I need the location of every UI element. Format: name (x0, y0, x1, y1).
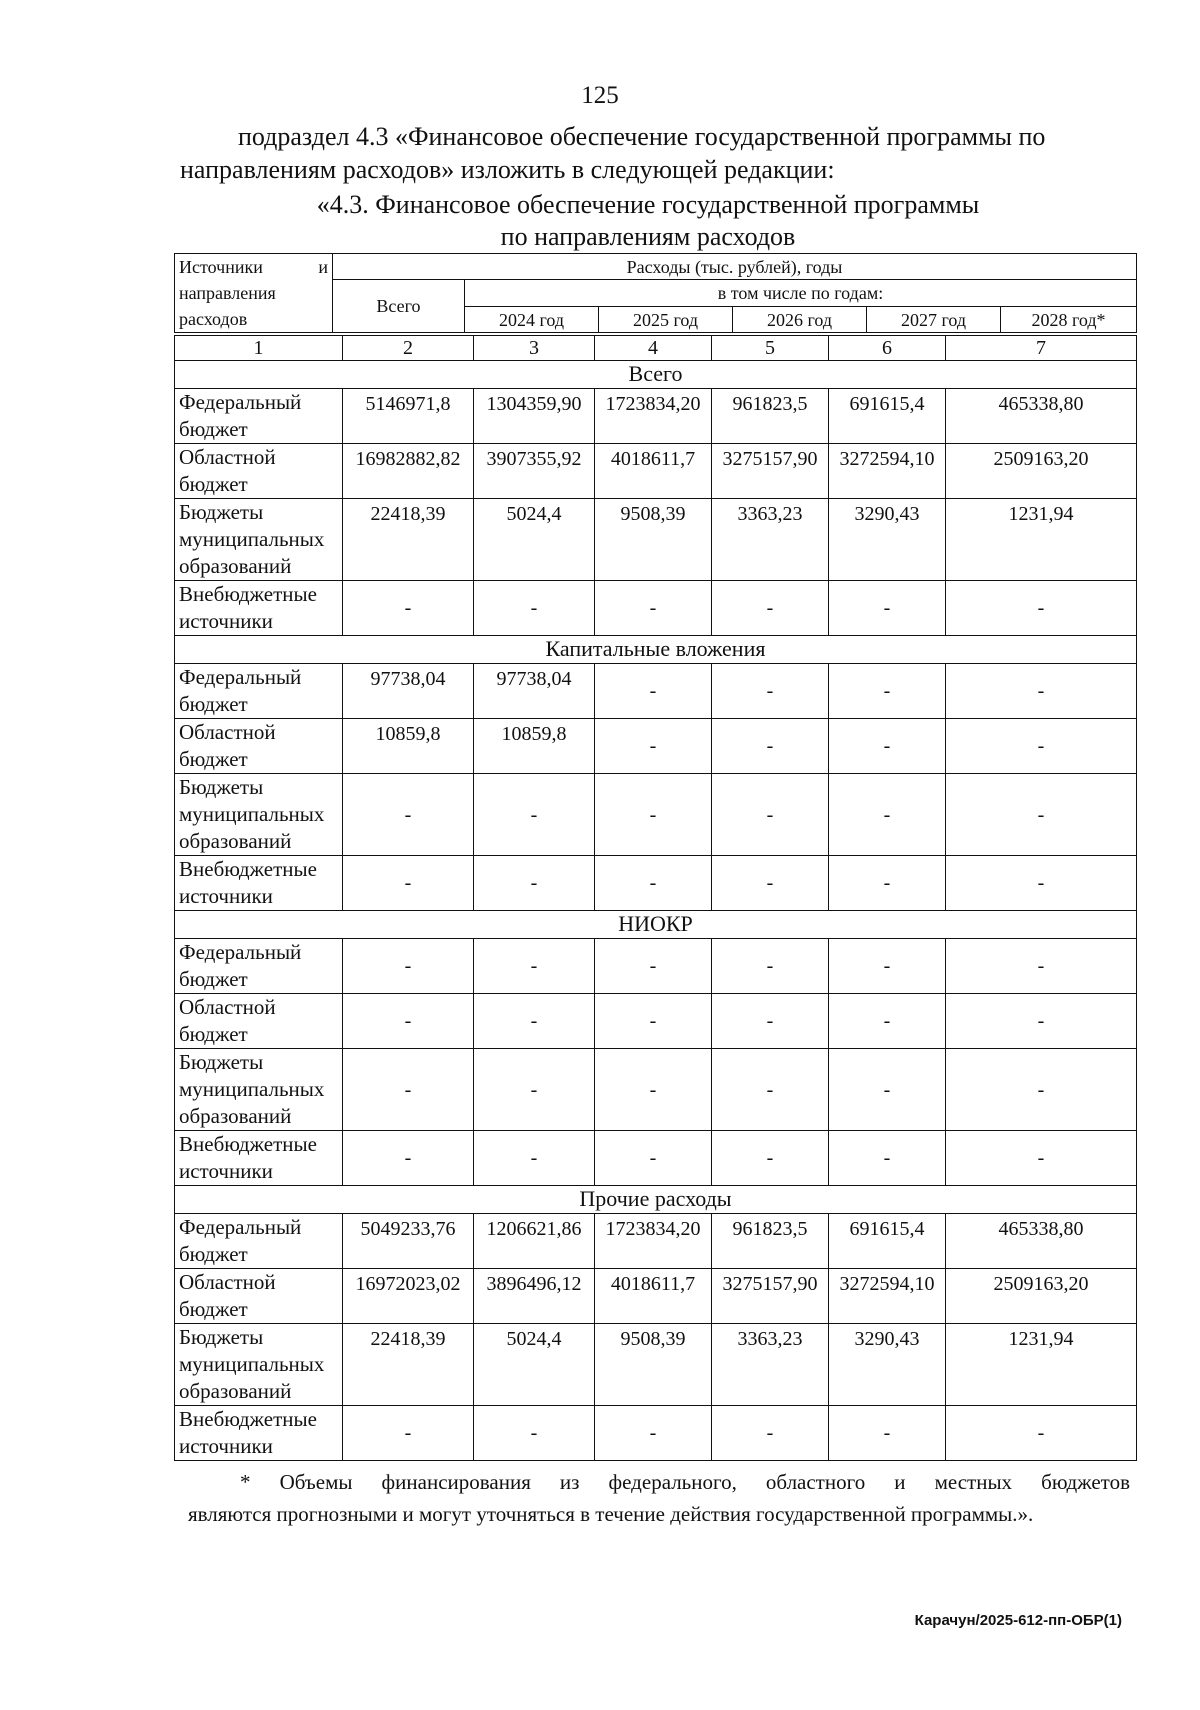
cell-year-2026: - (712, 719, 829, 774)
table-row (175, 444, 1137, 499)
column-numbers-row (175, 336, 1137, 361)
header-total: Всего (333, 280, 465, 333)
document-stamp: Карачун/2025-612-пп-ОБР(1) (914, 1612, 1122, 1629)
row-label: Бюджеты муниципальных образований (175, 774, 343, 856)
cell-year-2027: 3272594,10 (829, 1269, 946, 1324)
cell-year-2026: 3275157,90 (712, 444, 829, 499)
cell-year-2028: 465338,80 (946, 389, 1137, 444)
table-row (175, 389, 1137, 444)
row-label: Бюджеты муниципальных образований (175, 1049, 343, 1131)
section-heading-row (175, 636, 1137, 664)
cell-total: - (343, 856, 474, 911)
cell-year-2026: 961823,5 (712, 1214, 829, 1269)
cell-year-2025: - (595, 1131, 712, 1186)
cell-total: - (343, 774, 474, 856)
cell-year-2026: - (712, 774, 829, 856)
header-source-word-3: направления (179, 283, 276, 303)
table-row (175, 1324, 1137, 1406)
footnote-rest: являются прогнозными и могут уточняться в течение действия государственной программы.». (188, 1502, 1034, 1526)
header-by-years: в том числе по годам: (465, 280, 1137, 307)
row-label: Федеральный бюджет (175, 389, 343, 444)
cell-total: 22418,39 (343, 499, 474, 581)
cell-year-2024: 3907355,92 (474, 444, 595, 499)
table-row (175, 499, 1137, 581)
row-label: Бюджеты муниципальных образований (175, 499, 343, 581)
column-number: 5 (712, 336, 829, 361)
table-row (175, 1269, 1137, 1324)
cell-year-2025: - (595, 774, 712, 856)
section-heading: Капитальные вложения (175, 636, 1137, 664)
cell-year-2024: 3896496,12 (474, 1269, 595, 1324)
cell-total: 97738,04 (343, 664, 474, 719)
section-title-line-1: «4.3. Финансовое обеспечение государственной программы (316, 190, 980, 219)
cell-total: 16972023,02 (343, 1269, 474, 1324)
header-source-word-2: и (318, 257, 328, 277)
cell-year-2028: 2509163,20 (946, 444, 1137, 499)
cell-total: - (343, 581, 474, 636)
cell-year-2026: - (712, 939, 829, 994)
cell-year-2025: 4018611,7 (595, 1269, 712, 1324)
column-number: 3 (474, 336, 595, 361)
cell-total: - (343, 994, 474, 1049)
row-label: Внебюджетные источники (175, 856, 343, 911)
cell-year-2026: - (712, 856, 829, 911)
footnote-line-1: * Объемы финансирования из федерального, областного и местных бюджетов (240, 1470, 1130, 1494)
intro-line-1: подраздел 4.3 «Финансовое обеспечение государственной программы по (238, 122, 1046, 151)
cell-year-2024: - (474, 1406, 595, 1461)
cell-total: - (343, 1131, 474, 1186)
cell-year-2024: 5024,4 (474, 499, 595, 581)
row-label: Федеральный бюджет (175, 664, 343, 719)
cell-year-2025: 4018611,7 (595, 444, 712, 499)
cell-year-2026: - (712, 581, 829, 636)
row-label: Внебюджетные источники (175, 1406, 343, 1461)
cell-year-2028: - (946, 994, 1137, 1049)
row-label: Областной бюджет (175, 719, 343, 774)
cell-year-2024: - (474, 856, 595, 911)
cell-year-2027: - (829, 1406, 946, 1461)
table-row (175, 994, 1137, 1049)
column-number: 1 (175, 336, 343, 361)
cell-total: - (343, 939, 474, 994)
cell-year-2028: - (946, 719, 1137, 774)
section-title (160, 189, 1136, 253)
section-heading: Прочие расходы (175, 1186, 1137, 1214)
row-label: Федеральный бюджет (175, 939, 343, 994)
cell-year-2025: - (595, 1406, 712, 1461)
table-row (175, 939, 1137, 994)
cell-year-2024: 97738,04 (474, 664, 595, 719)
intro-paragraph (180, 120, 1120, 186)
cell-year-2024: 1206621,86 (474, 1214, 595, 1269)
cell-year-2027: - (829, 774, 946, 856)
cell-total: 5146971,8 (343, 389, 474, 444)
cell-year-2027: - (829, 994, 946, 1049)
cell-year-2025: 9508,39 (595, 499, 712, 581)
section-title-line-2: по направлениям расходов (500, 222, 796, 251)
cell-year-2026: - (712, 1406, 829, 1461)
cell-year-2028: - (946, 856, 1137, 911)
row-label: Областной бюджет (175, 994, 343, 1049)
cell-year-2027: 691615,4 (829, 1214, 946, 1269)
cell-total: 5049233,76 (343, 1214, 474, 1269)
row-label: Областной бюджет (175, 444, 343, 499)
header-source-word-1: Источники (179, 257, 263, 277)
intro-line-2: направлениям расходов» изложить в следующей редакции: (180, 155, 835, 184)
cell-year-2026: 961823,5 (712, 389, 829, 444)
cell-year-2027: 3290,43 (829, 1324, 946, 1406)
column-number: 2 (343, 336, 474, 361)
section-heading-row (175, 911, 1137, 939)
section-heading: НИОКР (175, 911, 1137, 939)
cell-year-2025: - (595, 939, 712, 994)
header-year-2026: 2026 год (733, 307, 867, 333)
cell-year-2027: 691615,4 (829, 389, 946, 444)
header-year-2024: 2024 год (465, 307, 599, 333)
cell-year-2026: 3363,23 (712, 1324, 829, 1406)
column-number: 4 (595, 336, 712, 361)
column-number: 6 (829, 336, 946, 361)
financing-table (174, 335, 1137, 1461)
column-number: 7 (946, 336, 1137, 361)
cell-year-2028: - (946, 1049, 1137, 1131)
table-header (174, 253, 1137, 333)
cell-year-2026: 3275157,90 (712, 1269, 829, 1324)
cell-year-2028: 465338,80 (946, 1214, 1137, 1269)
table-row (175, 1049, 1137, 1131)
table-row (175, 1131, 1137, 1186)
cell-year-2025: - (595, 664, 712, 719)
section-heading-row (175, 361, 1137, 389)
cell-year-2024: 10859,8 (474, 719, 595, 774)
table-row (175, 664, 1137, 719)
cell-year-2024: - (474, 1049, 595, 1131)
cell-year-2028: - (946, 939, 1137, 994)
header-year-2025: 2025 год (599, 307, 733, 333)
table-row (175, 719, 1137, 774)
cell-year-2028: - (946, 774, 1137, 856)
cell-year-2024: 1304359,90 (474, 389, 595, 444)
cell-total: 16982882,82 (343, 444, 474, 499)
section-heading-row (175, 1186, 1137, 1214)
cell-year-2024: - (474, 994, 595, 1049)
cell-year-2026: - (712, 994, 829, 1049)
cell-year-2027: - (829, 719, 946, 774)
cell-year-2028: - (946, 581, 1137, 636)
table-row (175, 581, 1137, 636)
row-label: Внебюджетные источники (175, 581, 343, 636)
header-source-word-4: расходов (179, 309, 248, 329)
cell-year-2026: - (712, 1131, 829, 1186)
cell-year-2025: 9508,39 (595, 1324, 712, 1406)
cell-year-2027: - (829, 664, 946, 719)
row-label: Областной бюджет (175, 1269, 343, 1324)
cell-year-2025: - (595, 994, 712, 1049)
cell-year-2027: 3290,43 (829, 499, 946, 581)
section-heading: Всего (175, 361, 1137, 389)
cell-year-2024: - (474, 774, 595, 856)
cell-year-2026: 3363,23 (712, 499, 829, 581)
cell-year-2024: - (474, 1131, 595, 1186)
row-label: Федеральный бюджет (175, 1214, 343, 1269)
cell-total: - (343, 1049, 474, 1131)
page-number: 125 (581, 82, 619, 109)
cell-year-2024: 5024,4 (474, 1324, 595, 1406)
table-row (175, 1214, 1137, 1269)
row-label: Внебюджетные источники (175, 1131, 343, 1186)
cell-year-2027: - (829, 1049, 946, 1131)
cell-year-2026: - (712, 664, 829, 719)
table-row (175, 856, 1137, 911)
cell-total: 10859,8 (343, 719, 474, 774)
cell-year-2025: - (595, 719, 712, 774)
header-expenses-title: Расходы (тыс. рублей), годы (333, 254, 1137, 280)
cell-year-2028: 1231,94 (946, 499, 1137, 581)
header-year-2028: 2028 год* (1001, 307, 1137, 333)
table-row (175, 1406, 1137, 1461)
cell-year-2027: - (829, 939, 946, 994)
header-source-column (175, 254, 333, 333)
cell-year-2028: - (946, 1406, 1137, 1461)
cell-year-2028: 1231,94 (946, 1324, 1137, 1406)
cell-year-2024: - (474, 581, 595, 636)
cell-year-2027: - (829, 856, 946, 911)
header-year-2027: 2027 год (867, 307, 1001, 333)
footnote (188, 1466, 1130, 1530)
cell-total: 22418,39 (343, 1324, 474, 1406)
cell-year-2025: 1723834,20 (595, 1214, 712, 1269)
cell-year-2028: - (946, 664, 1137, 719)
cell-year-2025: - (595, 1049, 712, 1131)
table-row (175, 774, 1137, 856)
cell-year-2025: - (595, 581, 712, 636)
cell-year-2024: - (474, 939, 595, 994)
cell-year-2025: 1723834,20 (595, 389, 712, 444)
cell-year-2026: - (712, 1049, 829, 1131)
cell-year-2027: - (829, 1131, 946, 1186)
cell-year-2025: - (595, 856, 712, 911)
cell-year-2028: - (946, 1131, 1137, 1186)
cell-year-2027: - (829, 581, 946, 636)
cell-year-2027: 3272594,10 (829, 444, 946, 499)
cell-year-2028: 2509163,20 (946, 1269, 1137, 1324)
cell-total: - (343, 1406, 474, 1461)
row-label: Бюджеты муниципальных образований (175, 1324, 343, 1406)
